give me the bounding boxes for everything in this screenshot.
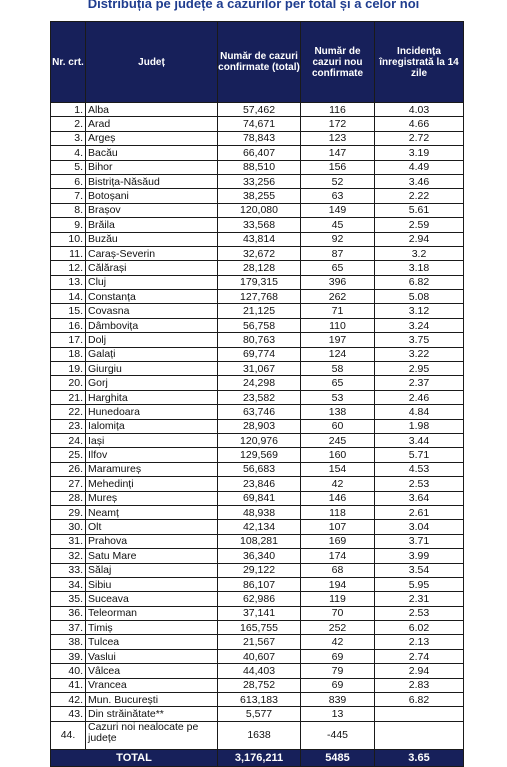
table-row: [51, 203, 464, 217]
total-cases: 63,746: [218, 405, 301, 419]
total-row: [51, 749, 464, 766]
incidence: 3.12: [375, 304, 464, 318]
incidence: 5.61: [375, 203, 464, 217]
incidence: 4.66: [375, 117, 464, 131]
incidence: 3.18: [375, 261, 464, 275]
total-cases: 32,672: [218, 246, 301, 260]
row-number: 19.: [51, 362, 86, 376]
new-cases: 174: [301, 549, 375, 563]
new-cases: 110: [301, 318, 375, 332]
total-label: TOTAL: [51, 749, 218, 766]
table-row: [51, 664, 464, 678]
county-name: Iași: [86, 433, 218, 447]
total-cases: 44,403: [218, 664, 301, 678]
row-number: 32.: [51, 549, 86, 563]
new-cases: 839: [301, 693, 375, 707]
incidence: 2.46: [375, 390, 464, 404]
new-cases: 245: [301, 433, 375, 447]
new-cases: 63: [301, 189, 375, 203]
total-cases: 1638: [218, 721, 301, 749]
table-row: [51, 333, 464, 347]
new-cases: 68: [301, 563, 375, 577]
incidence: 4.84: [375, 405, 464, 419]
total-cases: 120,080: [218, 203, 301, 217]
table-row: [51, 678, 464, 692]
incidence: 3.64: [375, 491, 464, 505]
county-name: Giurgiu: [86, 362, 218, 376]
total-cases: 36,340: [218, 549, 301, 563]
county-name: Călărași: [86, 261, 218, 275]
incidence: 2.72: [375, 131, 464, 145]
total-cases: 69,841: [218, 491, 301, 505]
new-cases: 45: [301, 218, 375, 232]
header-total-cases: Număr de cazuri confirmate (total): [218, 22, 301, 103]
total-cases: 69,774: [218, 347, 301, 361]
total-cases: 29,122: [218, 563, 301, 577]
total-cases: 165,755: [218, 621, 301, 635]
total-cases: 5,577: [218, 707, 301, 721]
incidence: 4.53: [375, 462, 464, 476]
new-cases: 65: [301, 261, 375, 275]
total-cases-sum: 3,176,211: [218, 749, 301, 766]
county-name: Din străinătate**: [86, 707, 218, 721]
row-number: 43.: [51, 707, 86, 721]
new-cases: 123: [301, 131, 375, 145]
table-row: [51, 160, 464, 174]
incidence: 4.03: [375, 103, 464, 117]
table-row: [51, 390, 464, 404]
new-cases: 252: [301, 621, 375, 635]
new-cases: 138: [301, 405, 375, 419]
new-cases: 396: [301, 275, 375, 289]
county-name: Bistrița-Năsăud: [86, 174, 218, 188]
row-number: 31.: [51, 534, 86, 548]
total-cases: 23,582: [218, 390, 301, 404]
total-cases: 37,141: [218, 606, 301, 620]
row-number: 22.: [51, 405, 86, 419]
new-cases: 42: [301, 635, 375, 649]
new-cases: 116: [301, 103, 375, 117]
incidence: 3.71: [375, 534, 464, 548]
total-cases: 48,938: [218, 505, 301, 519]
county-name: Brașov: [86, 203, 218, 217]
new-cases: 79: [301, 664, 375, 678]
table-row: [51, 433, 464, 447]
row-number: 40.: [51, 664, 86, 678]
total-new-cases-sum: 5485: [301, 749, 375, 766]
county-name: Ialomița: [86, 419, 218, 433]
county-name: Satu Mare: [86, 549, 218, 563]
total-cases: 28,752: [218, 678, 301, 692]
page-title: Distribuția pe județe a cazurilor per total și a celor noi: [87, 0, 420, 11]
new-cases: 13: [301, 707, 375, 721]
new-cases: 147: [301, 146, 375, 160]
row-number: 42.: [51, 693, 86, 707]
row-number: 44.: [51, 721, 86, 749]
incidence: 5.71: [375, 448, 464, 462]
incidence: 2.53: [375, 477, 464, 491]
county-name: Constanța: [86, 290, 218, 304]
row-number: 9.: [51, 218, 86, 232]
cases-by-county-table: [50, 21, 464, 767]
new-cases: 107: [301, 520, 375, 534]
new-cases: 71: [301, 304, 375, 318]
table-row: [51, 218, 464, 232]
row-number: 17.: [51, 333, 86, 347]
row-number: 26.: [51, 462, 86, 476]
table-row: [51, 347, 464, 361]
new-cases: 156: [301, 160, 375, 174]
county-name: Mun. București: [86, 693, 218, 707]
table-row: [51, 419, 464, 433]
total-cases: 57,462: [218, 103, 301, 117]
header-incidence: Incidența înregistrată la 14 zile: [375, 22, 464, 103]
incidence: 6.82: [375, 275, 464, 289]
table-row: [51, 448, 464, 462]
county-name: Dâmbovița: [86, 318, 218, 332]
county-name: Botoșani: [86, 189, 218, 203]
row-number: 21.: [51, 390, 86, 404]
incidence: 3.99: [375, 549, 464, 563]
table-row: [51, 649, 464, 663]
total-cases: 21,567: [218, 635, 301, 649]
table-row: [51, 232, 464, 246]
row-number: 15.: [51, 304, 86, 318]
county-name: Tulcea: [86, 635, 218, 649]
table-row: [51, 189, 464, 203]
new-cases: 70: [301, 606, 375, 620]
incidence: 3.2: [375, 246, 464, 260]
incidence: 3.44: [375, 433, 464, 447]
row-number: 34.: [51, 577, 86, 591]
row-number: 25.: [51, 448, 86, 462]
incidence: 6.02: [375, 621, 464, 635]
county-name: Maramureș: [86, 462, 218, 476]
county-name: Bacău: [86, 146, 218, 160]
incidence: 4.49: [375, 160, 464, 174]
row-number: 38.: [51, 635, 86, 649]
row-number: 10.: [51, 232, 86, 246]
county-name: Vaslui: [86, 649, 218, 663]
county-name: Suceava: [86, 592, 218, 606]
total-cases: 38,255: [218, 189, 301, 203]
incidence: 2.74: [375, 649, 464, 663]
new-cases: 118: [301, 505, 375, 519]
incidence: 2.13: [375, 635, 464, 649]
row-number: 36.: [51, 606, 86, 620]
row-number: 14.: [51, 290, 86, 304]
row-number: 6.: [51, 174, 86, 188]
total-cases: 179,315: [218, 275, 301, 289]
county-name: Cazuri noi nealocate pe județe: [86, 721, 218, 749]
county-name: Dolj: [86, 333, 218, 347]
total-cases: 86,107: [218, 577, 301, 591]
county-name: Prahova: [86, 534, 218, 548]
county-name: Buzău: [86, 232, 218, 246]
total-cases: 24,298: [218, 376, 301, 390]
incidence: 3.46: [375, 174, 464, 188]
total-cases: 127,768: [218, 290, 301, 304]
row-number: 18.: [51, 347, 86, 361]
incidence: 2.94: [375, 232, 464, 246]
county-name: Sălaj: [86, 563, 218, 577]
new-cases: -445: [301, 721, 375, 749]
total-cases: 56,683: [218, 462, 301, 476]
table-row: [51, 304, 464, 318]
county-name: Timiș: [86, 621, 218, 635]
county-name: Arad: [86, 117, 218, 131]
incidence: 3.22: [375, 347, 464, 361]
incidence: 2.22: [375, 189, 464, 203]
incidence: 3.54: [375, 563, 464, 577]
county-name: Mureș: [86, 491, 218, 505]
county-name: Argeș: [86, 131, 218, 145]
county-name: Harghita: [86, 390, 218, 404]
table-row: [51, 290, 464, 304]
new-cases: 87: [301, 246, 375, 260]
county-name: Alba: [86, 103, 218, 117]
incidence: [375, 721, 464, 749]
table-row: [51, 362, 464, 376]
incidence: 2.59: [375, 218, 464, 232]
new-cases: 149: [301, 203, 375, 217]
new-cases: 69: [301, 678, 375, 692]
total-cases: 108,281: [218, 534, 301, 548]
new-cases: 197: [301, 333, 375, 347]
table-row: [51, 520, 464, 534]
row-number: 29.: [51, 505, 86, 519]
table-row: [51, 275, 464, 289]
table-row: [51, 477, 464, 491]
table-row: [51, 246, 464, 260]
total-cases: 613,183: [218, 693, 301, 707]
county-name: Mehedinți: [86, 477, 218, 491]
new-cases: 69: [301, 649, 375, 663]
row-number: 11.: [51, 246, 86, 260]
table-row: [51, 635, 464, 649]
row-number: 5.: [51, 160, 86, 174]
incidence: 1.98: [375, 419, 464, 433]
table-row: [51, 505, 464, 519]
header-nr: Nr. crt.: [51, 22, 86, 103]
county-name: Vâlcea: [86, 664, 218, 678]
table-row: [51, 534, 464, 548]
new-cases: 60: [301, 419, 375, 433]
row-number: 27.: [51, 477, 86, 491]
row-number: 13.: [51, 275, 86, 289]
new-cases: 262: [301, 290, 375, 304]
table-row: [51, 707, 464, 721]
total-cases: 23,846: [218, 477, 301, 491]
row-number: 20.: [51, 376, 86, 390]
new-cases: 160: [301, 448, 375, 462]
header-judet: Județ: [86, 22, 218, 103]
table-row: [51, 261, 464, 275]
county-name: Gorj: [86, 376, 218, 390]
table-row: [51, 146, 464, 160]
total-cases: 80,763: [218, 333, 301, 347]
new-cases: 92: [301, 232, 375, 246]
row-number: 16.: [51, 318, 86, 332]
table-row: [51, 462, 464, 476]
row-number: 24.: [51, 433, 86, 447]
incidence: 3.04: [375, 520, 464, 534]
table-row: [51, 318, 464, 332]
county-name: Covasna: [86, 304, 218, 318]
total-incidence: 3.65: [375, 749, 464, 766]
total-cases: 33,568: [218, 218, 301, 232]
table-header-row: [51, 22, 464, 103]
new-cases: 169: [301, 534, 375, 548]
row-number: 3.: [51, 131, 86, 145]
row-number: 30.: [51, 520, 86, 534]
incidence: 3.19: [375, 146, 464, 160]
total-cases: 21,125: [218, 304, 301, 318]
total-cases: 40,607: [218, 649, 301, 663]
new-cases: 58: [301, 362, 375, 376]
total-cases: 43,814: [218, 232, 301, 246]
total-cases: 62,986: [218, 592, 301, 606]
row-number: 28.: [51, 491, 86, 505]
table-row: [51, 549, 464, 563]
incidence: 5.95: [375, 577, 464, 591]
row-number: 35.: [51, 592, 86, 606]
row-number: 7.: [51, 189, 86, 203]
total-cases: 33,256: [218, 174, 301, 188]
total-cases: 74,671: [218, 117, 301, 131]
total-cases: 56,758: [218, 318, 301, 332]
row-number: 37.: [51, 621, 86, 635]
total-cases: 42,134: [218, 520, 301, 534]
county-name: Caraș-Severin: [86, 246, 218, 260]
table-row: [51, 131, 464, 145]
table-row: [51, 721, 464, 749]
county-name: Neamț: [86, 505, 218, 519]
total-cases: 120,976: [218, 433, 301, 447]
incidence: 5.08: [375, 290, 464, 304]
new-cases: 172: [301, 117, 375, 131]
total-cases: 28,903: [218, 419, 301, 433]
row-number: 8.: [51, 203, 86, 217]
incidence: 6.82: [375, 693, 464, 707]
table-row: [51, 563, 464, 577]
row-number: 2.: [51, 117, 86, 131]
county-name: Galați: [86, 347, 218, 361]
county-name: Sibiu: [86, 577, 218, 591]
new-cases: 52: [301, 174, 375, 188]
county-name: Vrancea: [86, 678, 218, 692]
new-cases: 124: [301, 347, 375, 361]
county-name: Hunedoara: [86, 405, 218, 419]
table-row: [51, 376, 464, 390]
incidence: 2.94: [375, 664, 464, 678]
incidence: 3.24: [375, 318, 464, 332]
new-cases: 154: [301, 462, 375, 476]
county-name: Olt: [86, 520, 218, 534]
county-name: Teleorman: [86, 606, 218, 620]
table-row: [51, 606, 464, 620]
table-row: [51, 577, 464, 591]
total-cases: 78,843: [218, 131, 301, 145]
county-name: Cluj: [86, 275, 218, 289]
incidence: 2.37: [375, 376, 464, 390]
table-row: [51, 621, 464, 635]
table-row: [51, 103, 464, 117]
table-row: [51, 405, 464, 419]
table-row: [51, 117, 464, 131]
county-name: Ilfov: [86, 448, 218, 462]
row-number: 12.: [51, 261, 86, 275]
table-row: [51, 174, 464, 188]
table-row: [51, 491, 464, 505]
row-number: 41.: [51, 678, 86, 692]
incidence: 2.61: [375, 505, 464, 519]
row-number: 1.: [51, 103, 86, 117]
county-name: Brăila: [86, 218, 218, 232]
new-cases: 65: [301, 376, 375, 390]
incidence: 3.75: [375, 333, 464, 347]
incidence: [375, 707, 464, 721]
header-new-cases: Număr de cazuri nou confirmate: [301, 22, 375, 103]
new-cases: 42: [301, 477, 375, 491]
total-cases: 31,067: [218, 362, 301, 376]
total-cases: 28,128: [218, 261, 301, 275]
new-cases: 146: [301, 491, 375, 505]
new-cases: 194: [301, 577, 375, 591]
total-cases: 129,569: [218, 448, 301, 462]
total-cases: 66,407: [218, 146, 301, 160]
new-cases: 53: [301, 390, 375, 404]
county-name: Bihor: [86, 160, 218, 174]
incidence: 2.31: [375, 592, 464, 606]
incidence: 2.95: [375, 362, 464, 376]
incidence: 2.83: [375, 678, 464, 692]
total-cases: 88,510: [218, 160, 301, 174]
row-number: 4.: [51, 146, 86, 160]
row-number: 39.: [51, 649, 86, 663]
table-row: [51, 693, 464, 707]
new-cases: 119: [301, 592, 375, 606]
incidence: 2.53: [375, 606, 464, 620]
table-row: [51, 592, 464, 606]
row-number: 23.: [51, 419, 86, 433]
row-number: 33.: [51, 563, 86, 577]
